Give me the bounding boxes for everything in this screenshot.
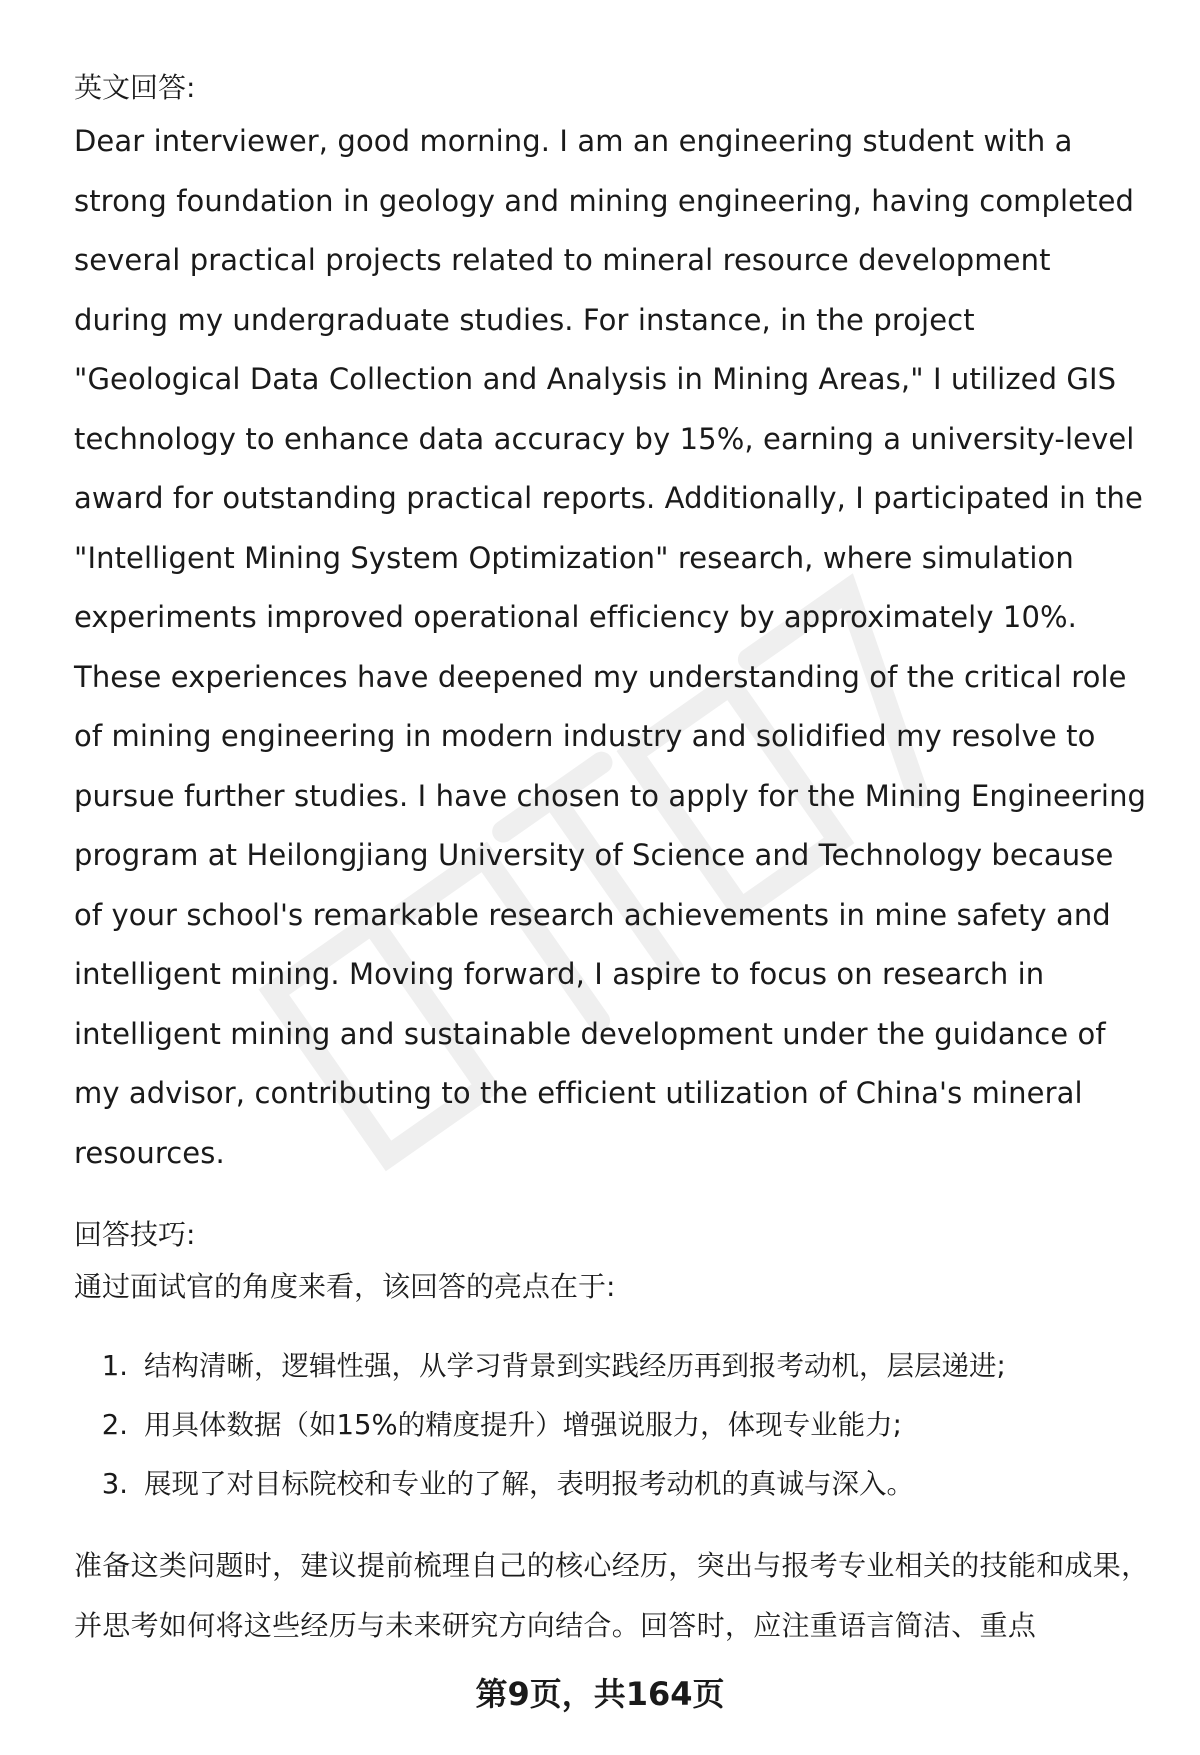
tips-item-text: 展现了对目标院校和专业的了解，表明报考动机的真诚与深入。: [144, 1468, 914, 1500]
tips-list-item: [74, 1396, 1150, 1455]
tips-list-item: [74, 1337, 1150, 1396]
tips-label: 回答技巧:: [74, 1218, 196, 1251]
tips-item-number: 3.: [101, 1468, 128, 1500]
main-content: [74, 64, 1150, 1656]
answer-paragraph: Dear interviewer, good morning. I am an engineering student with a strong foundation in geology and mining engineering, having completed several practical projects related to mineral resource development during my undergraduate studies. For instance, in the project "Geological Data Collection and Analysis in Mining Areas," I utilized GIS technology to enhance data accuracy by 15%, earning a university-level award for outstanding practical reports. Additionally, I participated in the "Intelligent Mining System Optimization" research, where simulation experiments improved operational efficiency by approximately 10%. These experiences have deepened my understanding of the critical role of mining engineering in modern industry and solidified my resolve to pursue further studies. I have chosen to apply for the Mining Engineering program at Heilongjiang University of Science and Technology because of your school's remarkable research achievements in mine safety and intelligent mining. Moving forward, I aspire to focus on research in intelligent mining and sustainable development under the guidance of my advisor, contributing to the efficient utilization of China's mineral resources.: [74, 124, 1147, 1170]
tips-item-number: 2.: [101, 1409, 128, 1441]
tips-item-text: 用具体数据（如15%的精度提升）增强说服力，体现专业能力;: [144, 1409, 902, 1441]
tips-list: [74, 1337, 1150, 1514]
tips-item-text: 结构清晰，逻辑性强，从学习背景到实践经历再到报考动机，层层递进;: [144, 1350, 1006, 1382]
advice-paragraph: 准备这类问题时，建议提前梳理自己的核心经历，突出与报考专业相关的技能和成果，并思考如何将这些经历与未来研究方向结合。回答时，应注重语言简洁、重点: [74, 1549, 1150, 1642]
answer-label: 英文回答:: [74, 71, 196, 104]
tips-list-item: [74, 1455, 1150, 1514]
tips-item-number: 1.: [101, 1350, 128, 1382]
page-footer: 第9页，共164页: [475, 1675, 725, 1713]
tips-intro: 通过面试官的角度来看，该回答的亮点在于:: [74, 1270, 616, 1303]
